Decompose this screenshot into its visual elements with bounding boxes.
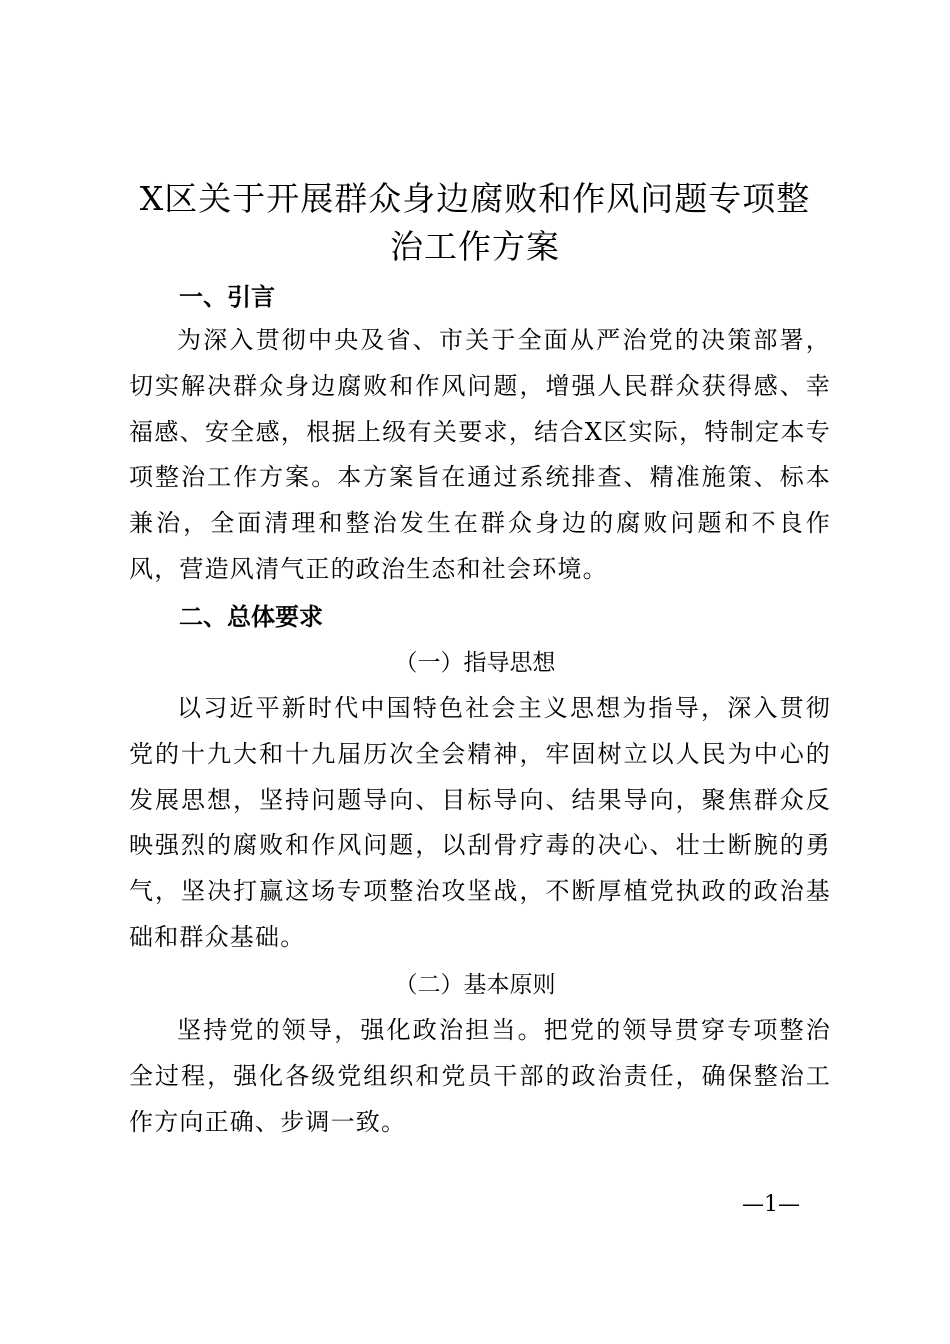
basic-principles-paragraph: 坚持党的领导，强化政治担当。把党的领导贯穿专项整治全过程，强化各级党组织和党员干部的政治责任，确保整治工作方向正确、步调一致。 [129, 1016, 831, 1136]
subsection-heading-basic-principles: （二）基本原则 [394, 972, 556, 998]
section-heading-general-requirements: 二、总体要求 [179, 603, 323, 631]
page-number: —1— [742, 1192, 800, 1217]
document-title-line-2: 治工作方案 [390, 227, 560, 266]
section-heading-introduction: 一、引言 [179, 283, 275, 311]
introduction-paragraph: 为深入贯彻中央及省、市关于全面从严治党的决策部署，切实解决群众身边腐败和作风问题，增强人民群众获得感、幸福感、安全感，根据上级有关要求，结合X区实际，特制定本专项整治工作方案。本方案旨在通过系统排查、精准施策、标本兼治，全面清理和整治发生在群众身边的腐败问题和不良作风，营造风清气正的政治生态和社会环境。 [129, 326, 831, 583]
guiding-ideology-paragraph: 以习近平新时代中国特色社会主义思想为指导，深入贯彻党的十九大和十九届历次全会精神，牢固树立以人民为中心的发展思想，坚持问题导向、目标导向、结果导向，聚焦群众反映强烈的腐败和作风问题，以刮骨疗毒的决心、壮士断腕的勇气，坚决打赢这场专项整治攻坚战，不断厚植党执政的政治基础和群众基础。 [129, 694, 831, 951]
subsection-heading-guiding-ideology: （一）指导思想 [394, 650, 556, 676]
document-title-line-1: X区关于开展群众身边腐败和作风问题专项整 [139, 179, 811, 218]
